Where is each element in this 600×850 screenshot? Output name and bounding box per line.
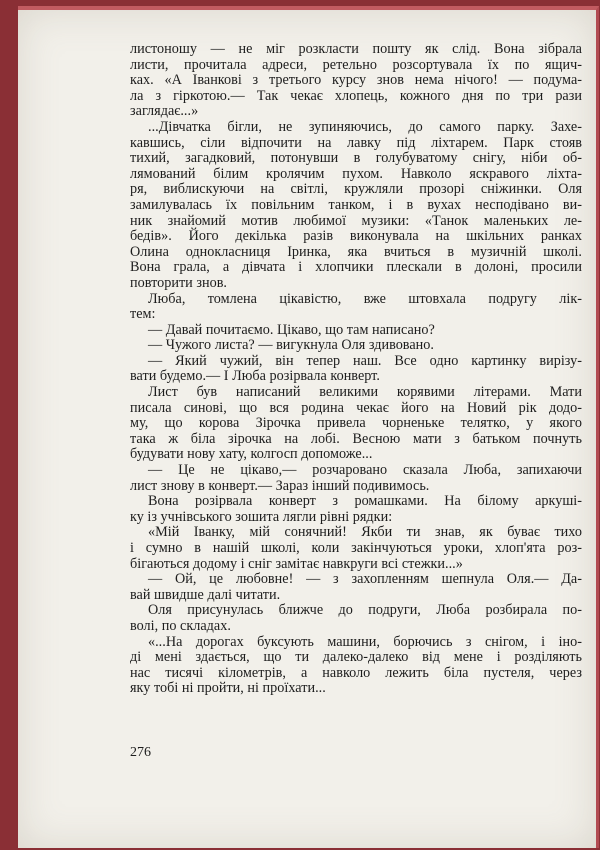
text-line: Оля присунулась ближче до подруги, Люба розбирала по-: [148, 602, 582, 619]
text-line: Вона розірвала конверт з ромашками. На білому аркуші-: [148, 493, 582, 510]
quoted-line: яку тобі ні пройти, ні проїхати...: [130, 680, 326, 697]
text-line: вати будемо.— І Люба розірвала конверт.: [130, 368, 380, 385]
text-line: ках. «А Іванкові з третього курсу знов нема нічого! — подума-: [130, 72, 582, 89]
text-line: замилувалась їх повільним танком, і в вухах несподівано ви-: [130, 196, 582, 213]
text-line: лист знову в конверт.— Зараз інший подивимось.: [130, 477, 430, 494]
book-page: [18, 6, 599, 848]
text-line: писала синові, що вся родина чекає його на Новий рік додо-: [130, 399, 582, 416]
quoted-line: «...На дорогах буксують машини, борючись з снігом, і іно-: [148, 633, 582, 650]
page-text: [130, 42, 582, 697]
text-line: тихий, загадковий, потонувши в голубуватому снігу, ніби об-: [130, 150, 582, 167]
text-line: Вона грала, а дівчата і хлопчики плескали в долоні, просили: [130, 259, 582, 276]
text-line: ...Дівчатка бігли, не зупиняючись, до самого парку. Захе-: [148, 118, 582, 135]
page-number: 276: [130, 745, 151, 760]
quoted-line: нас тисячі кілометрів, а навколо лежить біла пустеля, через: [130, 664, 582, 681]
quoted-line: і сумно в нашій школі, коли закінчуються уроки, хлоп'ята роз-: [130, 540, 582, 556]
text-line: ря, виблискуючи на світлі, кружляли прозорі сніжинки. Оля: [130, 181, 582, 198]
text-line: ник знайомий мотив любимої музики: «Танок маленьких ле-: [130, 212, 582, 229]
text-line: листоношу — не міг розкласти пошту як слід. Вона зібрала: [130, 41, 582, 57]
dialogue-line: — Чужого листа? — вигукнула Оля здивовано.: [148, 337, 434, 354]
dialogue-line: — Який чужий, він тепер наш. Все одно картинку вирізу-: [148, 352, 582, 369]
text-line: Лист був написаний великими корявими літерами. Мати: [148, 384, 582, 401]
text-line: му, що корова Зірочка привела чорненьке телятко, у якого: [130, 415, 582, 432]
text-line: будувати нову хату, колгосп допоможе...: [130, 446, 373, 463]
text-line: заглядає...»: [130, 103, 199, 120]
text-line: кавшись, сіли відпочити на лавку під ліхтарем. Парк стояв: [130, 134, 582, 151]
text-line: Люба, томлена цікавістю, вже штовхала подругу лік-: [148, 290, 582, 307]
text-line: тем:: [130, 306, 156, 323]
text-line: вай швидше далі читати.: [130, 586, 281, 603]
dialogue-line: — Це не цікаво,— розчаровано сказала Люба, запихаючи: [148, 462, 582, 479]
text-line: така ж біла зірочка на лобі. Весною мати з батьком почнуть: [130, 430, 582, 447]
dialogue-line: — Давай почитаємо. Цікаво, що там написано?: [148, 321, 435, 338]
text-line: ку із учнівського зошита лягли рівні рядки:: [130, 508, 393, 525]
text-line: листи, прочитала адреси, ретельно розсортувала їх по ящич-: [130, 56, 582, 73]
quoted-line: «Мій Іванку, мій сонячний! Якби ти знав, як буває тихо: [148, 524, 582, 541]
text-line: ла з гіркотою.— Так чекає хлопець, кожного дня по три рази: [130, 87, 582, 104]
text-line: лямований білим кролячим пухом. Навколо яскравого ліхта-: [130, 165, 582, 182]
quoted-line: ді мені здається, що ти далеко-далеко від мене і розділяють: [130, 649, 582, 666]
text-line: волі, по складах.: [130, 617, 231, 634]
text-line: бедів». Його декілька разів виконувала на шкільних ранках: [130, 228, 582, 245]
text-line: повторити знов.: [130, 274, 228, 291]
quoted-line: бігаються додому і сніг замітає навкруги всі стежки...»: [130, 555, 463, 572]
text-line: Олина однокласниця Іринка, яка вчиться в музичній школі.: [130, 243, 582, 260]
dialogue-line: — Ой, це любовне! — з захопленням шепнула Оля.— Да-: [148, 571, 582, 588]
